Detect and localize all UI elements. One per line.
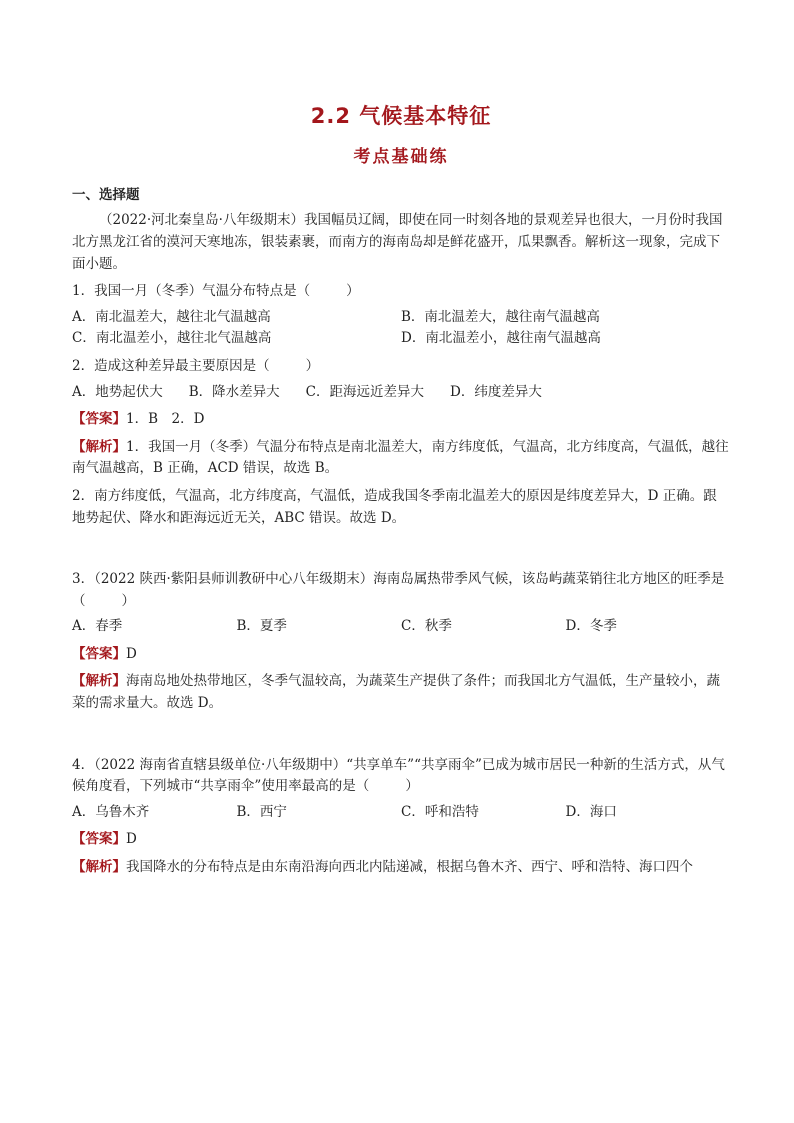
option-b: B．降水差异大 — [188, 383, 280, 400]
option-a: A．乌鲁木齐 — [72, 803, 150, 820]
answer-line — [72, 409, 730, 431]
option-d: D．纬度差异大 — [450, 383, 542, 400]
answer-text: D — [126, 831, 137, 848]
analysis-line — [72, 857, 730, 879]
question-2 — [72, 356, 730, 378]
answer-tag: 【答案】 — [72, 831, 126, 848]
spacer — [72, 719, 730, 749]
question-2-stem: 2．造成这种差异最主要原因是（ — [72, 357, 270, 374]
question-1 — [72, 281, 730, 303]
option-a: A．春季 — [72, 618, 123, 635]
analysis-text: 海南岛地处热带地区，冬季气温较高，为蔬菜生产提供了条件；而我国北方气温低，生产量较小，蔬菜的需求量大。故选 D。 — [72, 673, 720, 712]
option-c: C．南北温差小，越往北气温越高 — [72, 330, 272, 347]
question-3 — [72, 569, 730, 612]
analysis-line — [72, 671, 730, 714]
question-1-options — [72, 307, 730, 350]
spacer — [72, 533, 730, 563]
option-d: D．南北温差小，越往南气温越高 — [401, 330, 601, 347]
option-c: C．秋季 — [401, 618, 452, 635]
question-3-options — [72, 616, 730, 638]
option-d: D．海口 — [565, 803, 617, 820]
answer-line — [72, 829, 730, 851]
question-1-stem-end: ） — [346, 283, 360, 300]
option-c: C．呼和浩特 — [401, 803, 479, 820]
analysis-tag: 【解析】 — [72, 859, 126, 876]
analysis-text: 我国降水的分布特点是由东南沿海向西北内陆递减，根据乌鲁木齐、西宁、呼和浩特、海口四个 — [126, 859, 693, 876]
answer-line — [72, 644, 730, 666]
page-title: 2.2 气候基本特征 — [310, 104, 492, 128]
page-subtitle: 考点基础练 — [353, 146, 449, 167]
analysis-text-2: 2．南方纬度低，气温高，北方纬度高，气温低，造成我国冬季南北温差大的原因是纬度差异大，D 正确。跟地势起伏、降水和距海远近无关，ABC 错误。故选 D。 — [72, 487, 717, 526]
option-b: B．夏季 — [236, 618, 287, 635]
question-2-options — [72, 382, 730, 404]
analysis-text-1: 1．我国一月（冬季）气温分布特点是南北温差大，南方纬度低，气温高，北方纬度高，气温低，越往南气温越高，B 正确，ACD 错误，故选 B。 — [72, 438, 729, 477]
analysis-line — [72, 437, 730, 480]
option-d: D．冬季 — [565, 618, 617, 635]
question-3-stem: 3．（2022 陕西·紫阳县师训教研中心八年级期末）海南岛属热带季风气候，该岛屿蔬菜销往北方地区的旺季是（ — [72, 571, 725, 609]
question-4-stem-end: ） — [405, 778, 419, 795]
analysis-tag: 【解析】 — [72, 673, 126, 690]
intro-paragraph: （2022·河北秦皇岛·八年级期末）我国幅员辽阔，即使在同一时刻各地的景观差异也很大，一月份时我国北方黑龙江省的漠河天寒地冻，银装素裹，而南方的海南岛却是鲜花盛开，瓜果飘香。解析这一现象，完成下面小题。 — [72, 212, 723, 272]
answer-text: 1．B 2．D — [126, 411, 205, 428]
answer-tag: 【答案】 — [72, 645, 126, 662]
question-2-stem-end: ） — [305, 357, 320, 374]
answer-text: D — [126, 645, 137, 662]
question-4 — [72, 755, 730, 798]
section-heading: 一、选择题 — [72, 186, 140, 203]
question-4-stem: 4．（2022 海南省直辖县级单位·八年级期中）“共享单车”“共享雨伞”已成为城市居民一种新的生活方式，从气候角度看，下列城市“共享雨伞”使用率最高的是（ — [72, 756, 725, 795]
option-a: A．南北温差大，越往北气温越高 — [72, 308, 271, 325]
option-b: B．西宁 — [236, 803, 287, 820]
answer-tag: 【答案】 — [72, 411, 126, 428]
analysis-tag: 【解析】 — [72, 438, 126, 455]
question-1-stem: 1．我国一月（冬季）气温分布特点是（ — [72, 283, 311, 300]
question-4-options — [72, 802, 730, 824]
option-c: C．距海远近差异大 — [305, 383, 425, 400]
option-b: B．南北温差大，越往南气温越高 — [401, 308, 600, 325]
option-a: A．地势起伏大 — [72, 383, 163, 400]
question-3-stem-end: ） — [121, 592, 135, 609]
